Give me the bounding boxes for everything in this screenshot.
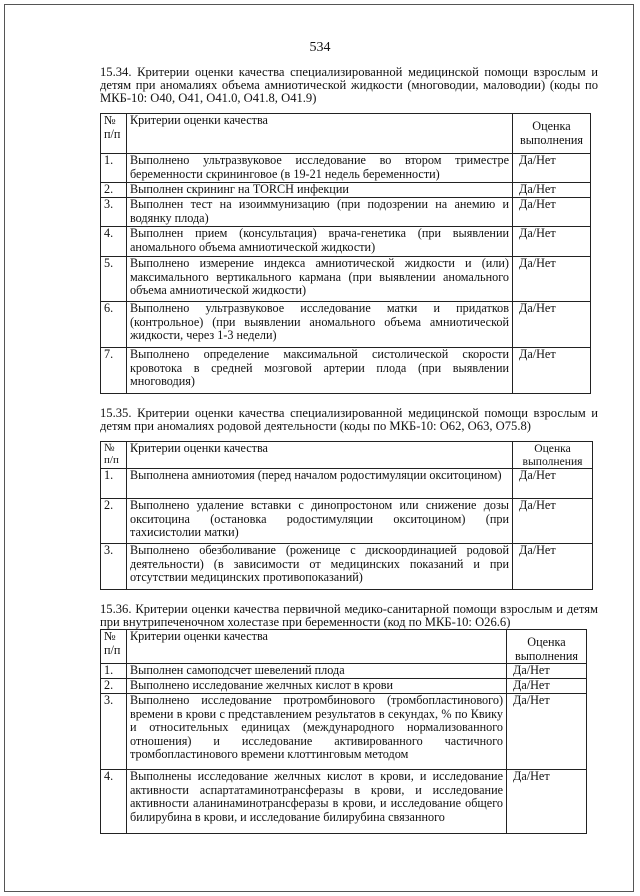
row-grade: Да/Нет xyxy=(513,183,591,198)
row-grade: Да/Нет xyxy=(507,664,587,679)
row-num: 3. xyxy=(101,544,127,590)
table-header-row xyxy=(101,442,593,469)
row-grade: Да/Нет xyxy=(507,679,587,694)
table-row xyxy=(101,227,591,257)
row-criterion: Выполнен скрининг на TORCH инфекции xyxy=(127,183,513,198)
table-row xyxy=(101,499,593,544)
table-row xyxy=(101,770,587,834)
section-title-15-34: 15.34. Критерии оценки качества специализированной медицинской помощи взрослым и детям при аномалиях объема амниотической жидкости (многоводии, маловодии) (коды по МКБ-10: O40, O41, O41.0, O41.8, O41.9) xyxy=(100,65,598,105)
row-criterion: Выполнено ультразвуковое исследование во втором триместре беременности скрининговое (в 19-21 недель беременности) xyxy=(127,154,513,183)
row-grade: Да/Нет xyxy=(513,257,591,302)
table-row xyxy=(101,664,587,679)
row-grade: Да/Нет xyxy=(513,544,593,590)
row-num: 2. xyxy=(101,679,127,694)
row-grade: Да/Нет xyxy=(513,469,593,499)
row-criterion: Выполнено измерение индекса амниотической жидкости и (или) максимального вертикального кармана (при выявлении аномального объема амниотической жидкости) xyxy=(127,257,513,302)
row-num: 1. xyxy=(101,664,127,679)
table-row xyxy=(101,694,587,770)
section-title-15-35: 15.35. Критерии оценки качества специализированной медицинской помощи взрослым и детям при аномалиях родовой деятельности (коды по МКБ-10: O62, O63, O75.8) xyxy=(100,406,598,433)
row-criterion: Выполнен прием (консультация) врача-генетика (при выявлении аномального объема амниотической жидкости) xyxy=(127,227,513,257)
row-criterion: Выполнено ультразвуковое исследование матки и придатков (контрольное) (при выявлении аномального объема амниотической жидкости, через 1-3 недели) xyxy=(127,302,513,348)
row-grade: Да/Нет xyxy=(513,348,591,394)
criteria-table-15-34 xyxy=(100,113,591,394)
header-grade: Оценка выполнения xyxy=(507,630,587,664)
table-row xyxy=(101,257,591,302)
row-num: 7. xyxy=(101,348,127,394)
row-num: 3. xyxy=(101,694,127,770)
row-grade: Да/Нет xyxy=(513,198,591,227)
row-num: 4. xyxy=(101,227,127,257)
header-criteria: Критерии оценки качества xyxy=(127,442,513,469)
table-row xyxy=(101,154,591,183)
section-title-15-36: 15.36. Критерии оценки качества первичной медико-санитарной помощи взрослым и детям при внутрипеченочном холестазе при беременности (код по МКБ-10: O26.6) xyxy=(100,602,598,629)
header-grade: Оценка выполнения xyxy=(513,442,593,469)
row-criterion: Выполнены исследование желчных кислот в крови, и исследование активности аспартатаминотрансферазы в крови, и исследование активности аланинаминотрансферазы в крови, и исследование общего билирубина в крови, и исследование билирубина связанного xyxy=(127,770,507,834)
header-num: № п/п xyxy=(101,630,127,664)
row-criterion: Выполнено обезболивание (роженице с дискоординацией родовой деятельности) (в зависимости от медицинских показаний и при отсутствии медицинских противопоказаний) xyxy=(127,544,513,590)
table-header-row xyxy=(101,114,591,154)
row-num: 5. xyxy=(101,257,127,302)
table-row xyxy=(101,302,591,348)
criteria-table-15-36 xyxy=(100,629,587,834)
row-criterion: Выполнен тест на изоиммунизацию (при подозрении на анемию и водянку плода) xyxy=(127,198,513,227)
row-grade: Да/Нет xyxy=(513,302,591,348)
row-criterion: Выполнен самоподсчет шевелений плода xyxy=(127,664,507,679)
table-row xyxy=(101,198,591,227)
row-num: 4. xyxy=(101,770,127,834)
table-header-row xyxy=(101,630,587,664)
table-row xyxy=(101,544,593,590)
header-num: № п/п xyxy=(101,114,127,154)
row-num: 6. xyxy=(101,302,127,348)
row-num: 3. xyxy=(101,198,127,227)
row-num: 1. xyxy=(101,154,127,183)
row-grade: Да/Нет xyxy=(513,227,591,257)
header-grade: Оценка выполнения xyxy=(513,114,591,154)
row-criterion: Выполнено исследование протромбинового (тромбопластинового) времени в крови с представлением результатов в секундах, % по Квику и относительных единицах (международного нормализованного отношения) и исследование активированного частичного тромбопластинового времени клоттинговым методом xyxy=(127,694,507,770)
row-criterion: Выполнена амниотомия (перед началом родостимуляции окситоцином) xyxy=(127,469,513,499)
row-criterion: Выполнено исследование желчных кислот в крови xyxy=(127,679,507,694)
row-grade: Да/Нет xyxy=(507,694,587,770)
row-grade: Да/Нет xyxy=(513,499,593,544)
page-number: 534 xyxy=(309,40,331,55)
row-criterion: Выполнено удаление вставки с динопростоном или снижение дозы окситоцина (остановка родостимуляции окситоцином) (при тахисистолии матки) xyxy=(127,499,513,544)
table-row xyxy=(101,183,591,198)
row-grade: Да/Нет xyxy=(513,154,591,183)
row-criterion: Выполнено определение максимальной систолической скорости кровотока в средней мозговой артерии плода (при выявлении многоводия) xyxy=(127,348,513,394)
row-num: 2. xyxy=(101,183,127,198)
row-num: 1. xyxy=(101,469,127,499)
table-row xyxy=(101,348,591,394)
table-row xyxy=(101,469,593,499)
table-row xyxy=(101,679,587,694)
header-criteria: Критерии оценки качества xyxy=(127,114,513,154)
header-criteria: Критерии оценки качества xyxy=(127,630,507,664)
row-grade: Да/Нет xyxy=(507,770,587,834)
criteria-table-15-35 xyxy=(100,441,593,590)
header-num: № п/п xyxy=(101,442,127,469)
row-num: 2. xyxy=(101,499,127,544)
